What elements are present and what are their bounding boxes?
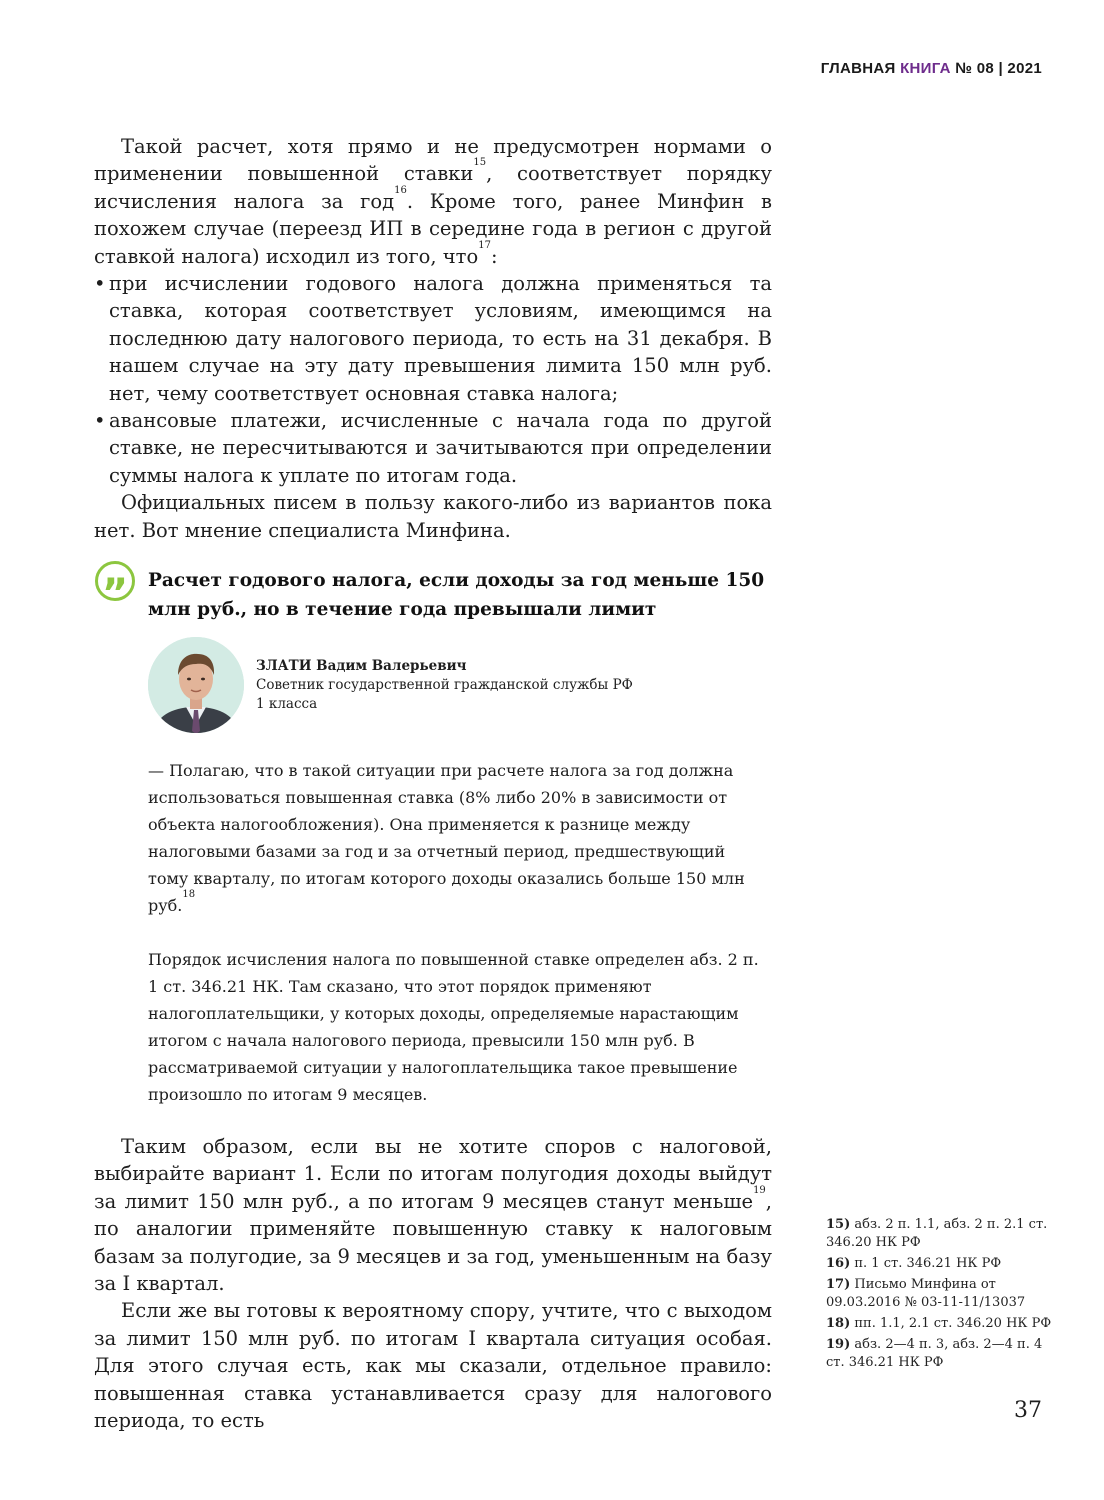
expert-info [256,657,633,714]
magazine-name-main: ГЛАВНАЯ [820,60,901,77]
quote-icon: ” [95,561,135,601]
expert-name: ЗЛАТИ Вадим Валерьевич [256,658,467,674]
footnote-item: 16) п. 1 ст. 346.21 НК РФ [826,1256,1002,1271]
intro-section [94,133,772,544]
footnote-ref-18[interactable]: 18 [182,889,196,900]
magazine-name-accent: КНИГА [900,60,951,77]
magazine-header [821,60,1042,77]
footnote-item: 18) пп. 1.1, 2.1 ст. 346.20 НК РФ [826,1316,1052,1331]
intro-paragraph-2: Официальных писем в пользу какого-либо из вариантов пока нет. Вот мнение специалиста Минфина. [94,491,772,542]
bullet-item: • при исчислении годового налога должна применяться та ставка, которая соответствует условиям, имеющимся на последнюю дату налогового периода, то есть на 31 декабря. В нашем случае на эту дату превышения лимита 150 млн руб. нет, чему соответствует основная ставка налога; [94,270,772,407]
intro-paragraph: Такой расчет, хотя прямо и не предусмотрен нормами о применении повышенной ставки$^{15}$, соответствует порядку исчисления налога за год$^{16}$. Кроме того, ранее Минфин в похожем случае (переезд ИП в середине года в регион с другой ставкой налога) исходил из того, что$^{17}$: [94,135,772,268]
expert-avatar [148,637,244,733]
footnotes [826,1216,1062,1375]
issue-number: № 08 | 2021 [950,60,1042,77]
expert-position-grade: 1 класса [256,696,318,712]
footnote-item: 15) абз. 2 п. 1.1, абз. 2 п. 2.1 ст. 346.20 НК РФ [826,1217,1048,1250]
expert-quote-title: Расчет годового налога, если доходы за год меньше 150 млн руб., но в течение года превышали лимит [148,570,765,620]
page-number: 37 [1014,1398,1042,1423]
footnote-item: 17) Письмо Минфина от 09.03.2016 № 03-11-11/13037 [826,1277,1026,1310]
bullet-item: • авансовые платежи, исчисленные с начала года по другой ставке, не пересчитываются и зачитываются при определении суммы налога к уплате по итогам года. [94,407,772,489]
footnote-ref-15[interactable]: 15 [473,157,487,169]
footnote-ref-16[interactable]: 16 [394,184,407,196]
bullet-list [94,270,772,489]
outro-paragraph: Таким образом, если вы не хотите споров с налоговой, выбирайте вариант 1. Если по итогам полугодия доходы выйдут за лимит 150 млн руб., а по итогам 9 месяцев станут меньше$^{19}$, по аналогии применяйте повышенную ставку к налоговым базам за полугодие, за 9 месяцев и за год, уменьшенным на базу за I квартал. [94,1135,772,1296]
expert-quote-paragraph-1: — Полагаю, что в такой ситуации при расчете налога за год должна использоваться повышенная ставка (8% либо 20% в зависимости от объекта налогообложения). Она применяется к разнице между налоговыми базами за год и за отчетный период, предшествующий тому кварталу, по итогам которого доходы оказались больше 150 млн руб.$^{18}$ [148,761,745,915]
outro-paragraph-2: Если же вы готовы к вероятному спору, учтите, что с выходом за лимит 150 млн руб. по итогам I квартала ситуация особая. Для этого случая есть, как мы сказали, отдельное правило: повышенная ставка устанавливается сразу для налогового периода, то есть [94,1299,772,1433]
expert-position: Советник государственной гражданской службы РФ [256,677,633,693]
expert-quote-paragraph-2: Порядок исчисления налога по повышенной ставке определен абз. 2 п. 1 ст. 346.21 НК. Там сказано, что этот порядок применяют налогоплательщики, у которых доходы, определяемые нарастающим итогом с начала налогового периода, превысили 150 млн руб. В рассматриваемой ситуации у налогоплательщика такое превышение произошло по итогам 9 месяцев. [148,950,759,1104]
outro-section [94,1133,772,1434]
expert-photo [148,637,244,733]
footnote-item: 19) абз. 2—4 п. 3, абз. 2—4 п. 4 ст. 346.21 НК РФ [826,1337,1043,1370]
footnote-ref-17[interactable]: 17 [478,239,491,251]
footnote-ref-19[interactable]: 19 [753,1184,766,1196]
